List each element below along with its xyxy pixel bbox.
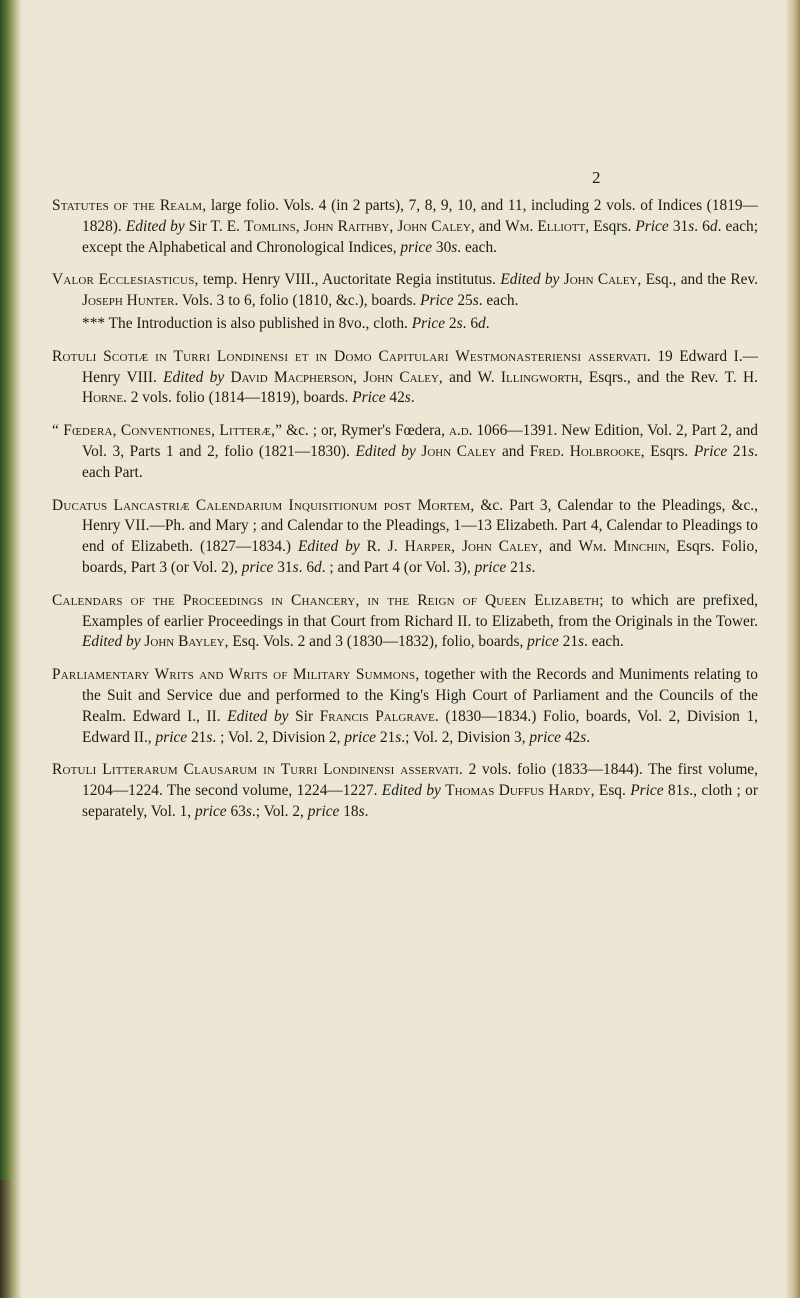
currency-unit: s [683, 782, 690, 800]
entry-text: . each; except the Alphabetical and Chronological Indices, [82, 217, 759, 256]
edited-by-label: Edited by [82, 633, 141, 651]
currency-unit: s [206, 728, 213, 746]
entry-text: .; Vol. 2, Division 3, [401, 728, 530, 746]
page-number: 2 [592, 168, 601, 187]
editor-name: T. H. Horne. [82, 368, 758, 407]
entry-text: . ; Vol. 2, Division 2, [212, 728, 345, 746]
edited-by-label: Edited by [500, 271, 560, 289]
entry-valor-ecclesiasticus [52, 270, 758, 312]
price-label: Price [635, 217, 669, 235]
editor-name: Joseph Hunter. [82, 292, 179, 310]
entry-text: 81 [663, 782, 684, 800]
editor-name: Fred. Holbrooke, [529, 442, 645, 460]
price-label: price [400, 238, 433, 256]
edited-by-label: Edited by [227, 707, 289, 725]
entry-heading: Rotuli Scotiæ in Turri Londinensi et in Domo Capitulari Westmonasteriensi asservati. [52, 347, 651, 365]
era-abbreviation: a.d. [448, 422, 473, 440]
price-label: price [474, 558, 507, 576]
entry-heading: Valor Ecclesiasticus, [52, 271, 199, 289]
editor-name: John Caley, [563, 271, 642, 289]
entry-text: large folio. Vols. 4 (in 2 parts), 7, 8, 9, 10, and 11, including 2 vols. of Indices (1819—1828). [82, 197, 758, 235]
currency-unit: s [580, 728, 587, 746]
entry-text: . 6 [298, 558, 315, 576]
entry-text: . each. [478, 292, 519, 310]
entry-text: . each. [584, 633, 624, 651]
entry-heading: Ducatus Lancastriæ Calendarium Inquisitionum post Mortem, [52, 496, 475, 514]
entry-heading: Calendars of the Proceedings in Chancery, in the Reign of Queen Elizabeth; [52, 591, 604, 609]
entry-text: . [586, 728, 591, 746]
entry-text: 63 [226, 802, 246, 820]
currency-unit: s [395, 728, 402, 746]
entry-text: 19 Edward I.—Henry VIII. [82, 347, 758, 386]
entry-text [360, 538, 367, 555]
price-label: Price [411, 314, 446, 332]
entry-calendars-chancery [52, 591, 758, 653]
edited-by-label: Edited by [381, 782, 441, 800]
editor-name: Thomas Duffus Hardy, [445, 782, 595, 800]
entry-text: and [496, 442, 530, 460]
edited-by-label: Edited by [125, 217, 185, 235]
entry-text: 1066—1391. New Edition, Vol. 2, Part 2, and Vol. 3, Parts 1 and 2, folio (1821—1830). [82, 422, 758, 460]
currency-unit: d [709, 217, 718, 235]
entry-text: and [442, 368, 478, 386]
entry-text: 21 [727, 442, 749, 460]
entry-text: and [542, 538, 579, 556]
entry-text: Vols. 3 to 6, folio (1810, &c.), boards. [178, 292, 421, 310]
entry-text: 2 vols. folio (1814—1819), boards. [126, 389, 353, 407]
entry-ducatus-lancastriae [52, 496, 758, 579]
entry-text: (1830—1834.) Folio, boards, Vol. 2, Division 1, Edward II., [82, 707, 758, 746]
entry-text: . ; and Part 4 (or Vol. 3), [321, 558, 475, 576]
entry-foedera [52, 421, 758, 483]
currency-unit: s [688, 217, 695, 235]
currency-unit: s [578, 633, 585, 651]
page-binding-shadow [0, 1180, 10, 1298]
entry-text: .; Vol. 2, [251, 802, 308, 820]
editor-name: John Caley [421, 442, 497, 460]
entry-text: Esq. Vols. 2 and 3 (1830—1832), folio, boards, [228, 633, 528, 651]
entry-text: Esqrs. Folio, boards, Part 3 (or Vol. 2), [82, 538, 758, 576]
editor-name: Wm. Minchin, [578, 538, 670, 556]
editor-name: W. Illingworth, [477, 368, 583, 386]
entry-text: Esq. [594, 782, 631, 800]
currency-unit: d [314, 558, 322, 576]
currency-unit: s [472, 292, 479, 310]
entry-text: . each. [457, 238, 498, 256]
entry-text: 30 [432, 238, 452, 256]
price-label: price [527, 633, 559, 651]
price-label: price [241, 558, 274, 576]
currency-unit: s [358, 802, 365, 820]
entry-text: . [364, 802, 369, 820]
entry-text: ., cloth ; or separately, Vol. 1, [82, 782, 758, 820]
edited-by-label: Edited by [298, 538, 360, 556]
editor-name: Wm. Elliott, [505, 217, 590, 235]
price-label: Price [352, 389, 386, 407]
price-label: price [195, 802, 227, 820]
entry-heading: “ Fœdera, Conventiones, Litteræ,” [52, 422, 283, 440]
entry-text: . 6 [694, 217, 710, 235]
entry-text: *** The Introduction is also published in 8vo., cloth. [82, 314, 412, 332]
entry-statutes-of-the-realm [52, 196, 758, 258]
entry-text: temp. Henry VIII., Auctoritate Regia institutus. [198, 271, 501, 289]
page-right-edge [786, 0, 800, 1298]
entry-text: together with the Records and Muniments relating to the Suit and Service due and performed to the King's High Court of Parliament and the Councils of the Realm. Edward I., II. [82, 666, 758, 725]
currency-unit: s [292, 558, 299, 576]
entry-note-introduction [52, 314, 758, 335]
entry-text: 42 [561, 728, 581, 746]
currency-unit: d [478, 314, 486, 332]
entry-heading: Rotuli Litterarum Clausarum in Turri Londinensi asservati. [52, 761, 464, 779]
entry-text: . [410, 389, 415, 407]
entry-text: 21 [376, 728, 396, 746]
currency-unit: s [404, 389, 411, 407]
currency-unit: s [748, 442, 755, 460]
entry-rotuli-litterarum-clausarum [52, 760, 758, 822]
entry-text: Esqrs., and the Rev. [582, 368, 725, 386]
entry-text: 2 [445, 314, 457, 332]
entry-text: 21 [558, 633, 579, 651]
price-label: Price [420, 292, 454, 310]
entry-text: Sir [288, 707, 320, 725]
entry-text: 31 [273, 558, 293, 576]
entry-text: 21 [506, 558, 526, 576]
entry-text: 18 [339, 802, 359, 820]
entry-text: 21 [187, 728, 207, 746]
edited-by-label: Edited by [163, 368, 225, 386]
entry-heading: Parliamentary Writs and Writs of Military Summons, [52, 666, 420, 684]
editor-name: John Bayley, [144, 633, 229, 651]
entry-text: . 6 [462, 314, 479, 332]
edited-by-label: Edited by [355, 442, 416, 460]
entry-parliamentary-writs [52, 665, 758, 748]
price-label: price [307, 802, 340, 820]
entry-text: 25 [453, 292, 473, 310]
entry-text: to which are prefixed, Examples of earlier Proceedings in that Court from Richard II. to Elizabeth, from the Originals in the Tower. [82, 591, 759, 630]
editor-name: R. J. Harper, John Caley, [366, 538, 543, 556]
currency-unit: s [525, 558, 532, 576]
price-label: price [155, 728, 188, 746]
entry-text: &c. Part 3, Calendar to the Pleadings, &c., Henry VII.—Ph. and Mary ; and Calendar to the Pleadings, 1—13 Elizabeth. Part 4, Calendar to Pleadings to end of Elizabeth. (1827—1834.) [82, 496, 758, 556]
price-label: price [529, 728, 562, 746]
editor-name: Tomlins, John Raithby, John Caley, [244, 217, 475, 235]
entry-heading: Statutes of the Realm, [52, 197, 207, 214]
entry-text: Esqrs. [644, 442, 694, 460]
editor-name: Francis Palgrave. [319, 707, 439, 725]
entry-text: Esq., and the Rev. [641, 271, 758, 289]
price-label: Price [630, 782, 664, 800]
price-label: Price [693, 442, 728, 460]
entry-rotuli-scotiae [52, 347, 758, 409]
catalogue-listing [52, 196, 758, 835]
currency-unit: s [456, 314, 463, 332]
entry-text: &c. ; or, Rymer's Fœdera, [282, 422, 449, 440]
editor-name: David Macpherson, John Caley, [230, 368, 443, 386]
currency-unit: s [451, 238, 458, 256]
entry-text: . each Part. [82, 442, 759, 481]
entry-text: . [485, 314, 490, 332]
page-binding-edge [0, 0, 22, 1298]
price-label: price [344, 728, 376, 746]
entry-text: Sir T. E. [184, 217, 245, 235]
entry-text: 31 [668, 217, 689, 235]
entry-text: 2 vols. folio (1833—1844). The first volume, 1204—1224. The second volume, 1224—1227. [82, 761, 758, 800]
entry-text: Esqrs. [589, 217, 636, 235]
entry-text: . [531, 558, 536, 576]
entry-text: 42 [385, 389, 405, 407]
currency-unit: s [245, 802, 252, 820]
entry-text: and [474, 217, 506, 235]
